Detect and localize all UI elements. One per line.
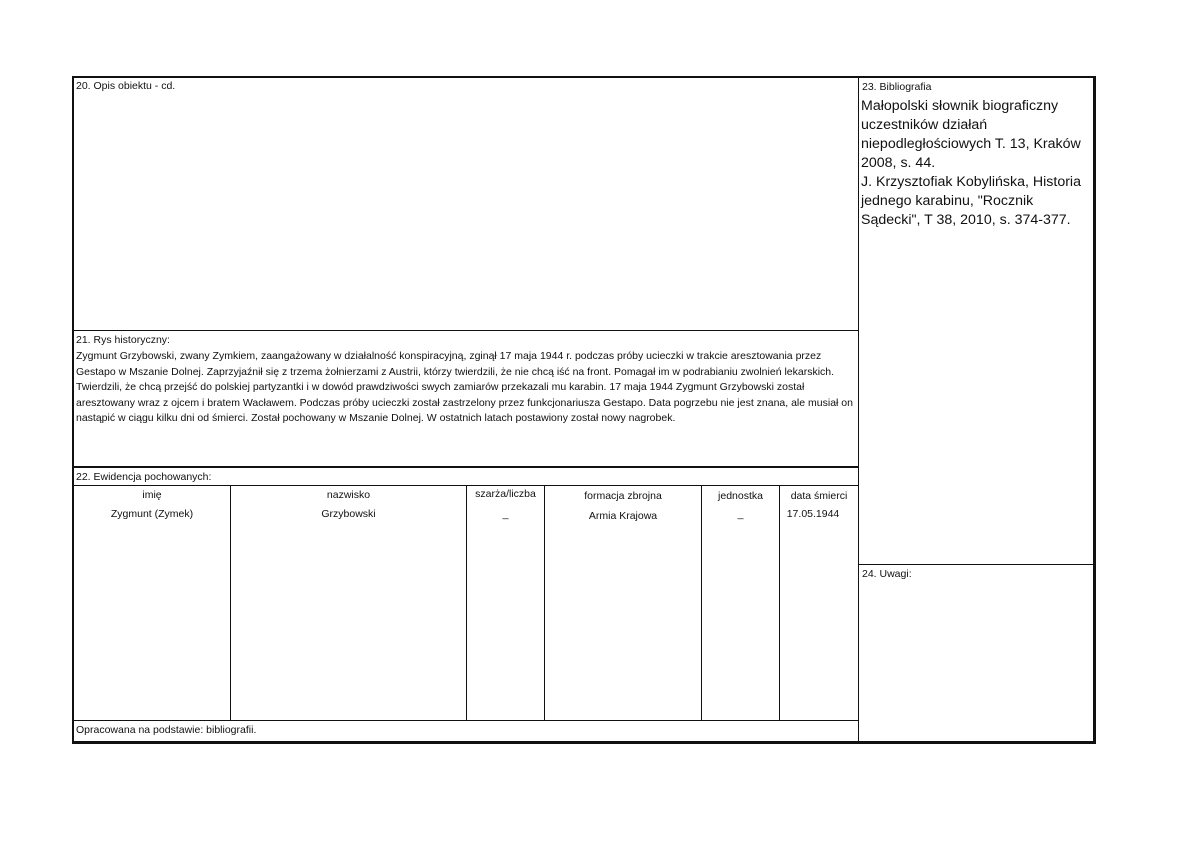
bibliografia-label: 23. Bibliografia: [862, 81, 932, 93]
opis-label: 20. Opis obiektu - cd.: [76, 80, 176, 92]
header-nazwisko: nazwisko: [326, 489, 371, 501]
rys-label: 21. Rys historyczny:: [76, 334, 170, 346]
cell-imie: Zygmunt (Zymek): [110, 508, 194, 520]
cell-jednostka: _: [737, 508, 744, 520]
cell-data: 17.05.1944: [786, 508, 840, 520]
table-col-line: [230, 485, 231, 721]
rys-text: Zygmunt Grzybowski, zwany Zymkiem, zaangażowany w działalność konspiracyjną, zginął 17 maja 1944 r. podczas próby ucieczki w trakcie aresztowania przez Gestapo w Mszanie Dolnej. Zaprzyjaźnił się z trzema żołnierzami z Austrii, którzy twierdzili, że nie chcą iść na front. Pomagał im w podrabianiu zwolnień lekarskich. Twierdzili, że chcą przejść do polskiej partyzantki i w dowód prawdziwości swych zamiarów przekazali mu karabin. 17 maja 1944 Zygmunt Grzybowski został aresztowany wraz z ojcem i bratem Wacławem. Podczas próby ucieczki został zastrzelony przez funkcjonariusza Gestapo. Data pogrzebu nie jest znana, ale musiał on nastąpić w ciągu kilku dni od śmierci. Został pochowany w Mszanie Dolnej. W ostatnich latach postawiony został nowy nagrobek.: [76, 350, 853, 425]
separator-rys: [73, 466, 859, 468]
header-imie: imię: [142, 489, 162, 501]
cell-nazwisko: Grzybowski: [321, 508, 376, 520]
opracowana-text: Opracowana na podstawie: bibliografii.: [76, 724, 257, 736]
table-col-line: [466, 485, 467, 721]
ewidencja-label: 22. Ewidencja pochowanych:: [76, 471, 212, 483]
column-divider: [858, 77, 859, 743]
table-col-line: [701, 485, 702, 721]
separator-uwagi: [858, 564, 1094, 565]
table-col-line: [779, 485, 780, 721]
header-data: data śmierci: [790, 490, 848, 502]
uwagi-label: 24. Uwagi:: [862, 568, 912, 580]
cell-formacja: Armia Krajowa: [588, 510, 658, 522]
header-formacja: formacja zbrojna: [584, 490, 662, 502]
header-jednostka: jednostka: [718, 490, 763, 502]
cell-szarza: _: [502, 508, 509, 520]
separator-opis: [73, 330, 859, 331]
bibliografia-text: Małopolski słownik biograficzny uczestników działań niepodległościowych T. 13, Kraków 2008, s. 44. J. Krzysztofiak Kobylińska, Historia jednego karabinu, "Rocznik Sądecki", T 38, 2010, s. 374-377.: [861, 98, 1081, 228]
header-szarza: szarża/liczba: [475, 488, 536, 500]
